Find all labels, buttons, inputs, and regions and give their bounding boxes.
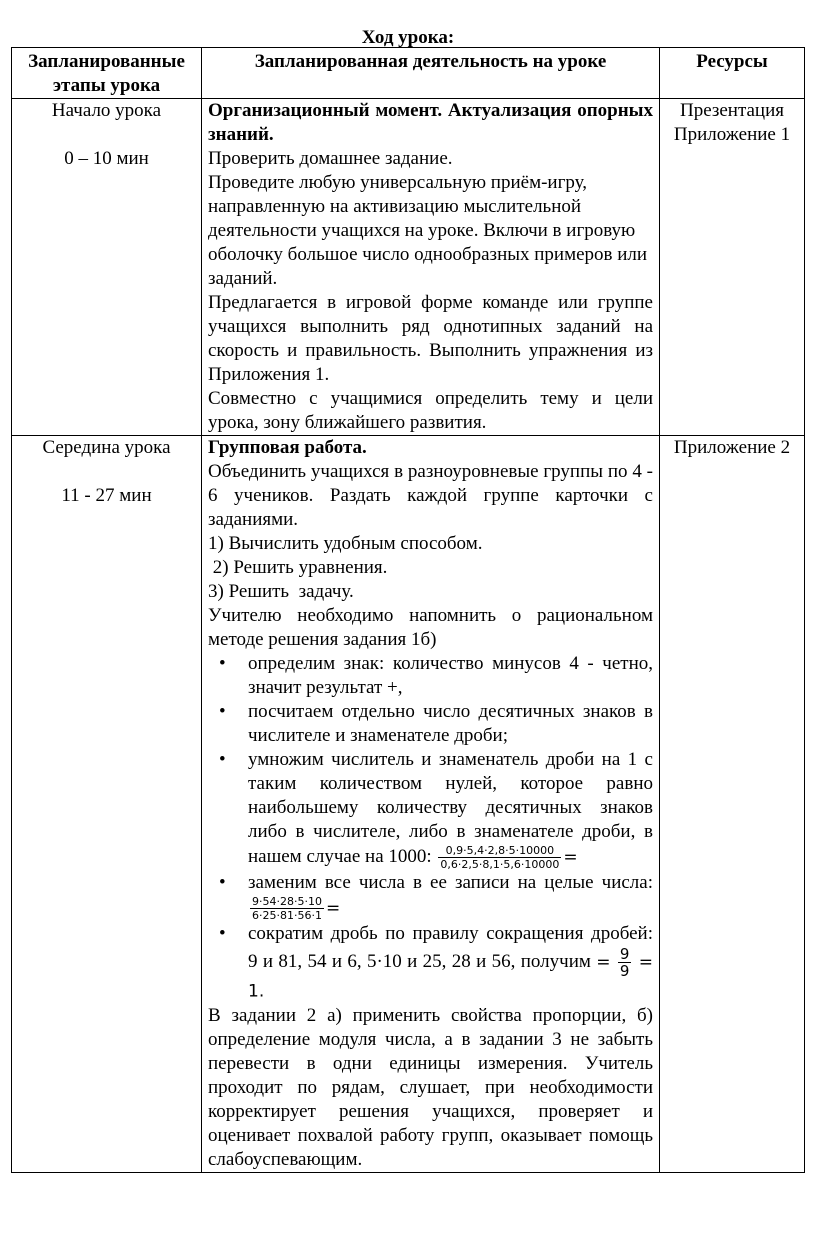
- fraction-denominator: 0,6·2,5·8,1·5,6·10000: [440, 858, 560, 871]
- list-item: [248, 922, 653, 1004]
- activity-cell: [202, 436, 660, 1173]
- result: = 1.: [248, 952, 654, 1002]
- list-item: [248, 700, 653, 748]
- lesson-plan-table: [11, 47, 805, 1173]
- teacher-note: Учителю необходимо напомнить о рациональном методе решения задания 1б): [208, 605, 653, 650]
- fraction-numerator: 9: [619, 945, 630, 963]
- activity-outro: В задании 2 а) применить свойства пропорции, б) определение модуля числа, а в задании 3 не забыть перевести в одни единицы измерения. Учитель проходит по рядам, слушает, при необходимости корректирует решения учащихся, проверяет и оценивает похвалой работу групп, оказывает помощь слабоуспевающим.: [208, 1004, 653, 1170]
- bullet-text: определим знак: количество минусов 4 - четно, значит результат +,: [248, 653, 653, 698]
- activity-paragraph: Проверить домашнее задание.: [208, 148, 453, 169]
- activity-paragraph: Проведите любую универсальную приём-игру, направленную на активизацию мыслительной деятельности учащихся на уроке. Включи в игровую оболочку большое число однообразных примеров или заданий.: [208, 172, 648, 289]
- task-item: 2) Решить уравнения.: [208, 557, 388, 578]
- stage-time: 11 - 27 мин: [61, 485, 152, 506]
- resource-item: Презентация: [679, 100, 785, 121]
- resources-cell: [660, 99, 805, 436]
- resource-item: Приложение 1: [673, 124, 791, 145]
- activity-paragraph: Предлагается в игровой форме команде или группе учащихся выполнить ряд однотипных заданий на скорость и правильность. Выполнить упражнения из Приложения 1.: [208, 292, 653, 385]
- activity-cell: [202, 99, 660, 436]
- activity-heading: Групповая работа.: [208, 437, 367, 458]
- resource-item: Приложение 2: [673, 437, 791, 458]
- equals-sign: =: [325, 898, 341, 919]
- stage-cell: [12, 436, 202, 1173]
- resources-cell: [660, 436, 805, 1173]
- page-title: Ход урока:: [361, 27, 455, 48]
- stage-cell: [12, 99, 202, 436]
- bullet-text: умножим числитель и знаменатель дроби на 1 с таким количеством нулей, которое равно наибольшему количеству десятичных знаков либо в числителе, либо в знаменателе дроби, в нашем случае на 1000:: [248, 749, 653, 867]
- stage-time: 0 – 10 мин: [64, 148, 149, 169]
- fraction: [438, 844, 561, 871]
- list-item: [248, 748, 653, 871]
- table-row: [12, 99, 805, 436]
- table-row: [12, 436, 805, 1173]
- stage-name: Начало урока: [51, 100, 162, 121]
- task-item: 1) Вычислить удобным способом.: [208, 533, 483, 554]
- header-resources: Ресурсы: [660, 48, 805, 99]
- method-list: [208, 652, 653, 1004]
- fraction-numerator: 9·54·28·5·10: [252, 895, 322, 908]
- stage-name: Середина урока: [42, 437, 171, 458]
- fraction-denominator: 9: [619, 962, 630, 980]
- equals-sign: =: [563, 847, 578, 868]
- bullet-text: посчитаем отдельно число десятичных знаков в числителе и знаменателе дроби;: [248, 701, 653, 746]
- activity-intro: Объединить учащихся в разноуровневые группы по 4 - 6 учеников. Раздать каждой группе карточки с заданиями.: [208, 461, 653, 530]
- list-item: [248, 652, 653, 700]
- task-item: 3) Решить задачу.: [208, 581, 354, 602]
- activity-heading: Организационный момент. Актуализация опорных знаний.: [208, 100, 653, 145]
- bullet-text: сократим дробь по правилу сокращения дробей: 9 и 81, 54 и 6, 5·10 и 25, 28 и 56, получим: [248, 923, 653, 972]
- fraction-denominator: 6·25·81·56·1: [252, 909, 322, 922]
- bullet-text: заменим все числа в ее записи на целые числа:: [248, 872, 653, 893]
- header-row: [12, 48, 805, 99]
- list-item: [248, 871, 653, 922]
- fraction: [618, 946, 632, 979]
- activity-paragraph: Совместно с учащимися определить тему и цели урока, зону ближайшего развития.: [208, 388, 653, 433]
- header-stages: Запланированные этапы урока: [12, 48, 202, 99]
- fraction: [250, 895, 324, 922]
- fraction-numerator: 0,9·5,4·2,8·5·10000: [438, 844, 561, 858]
- equals-sign: =: [596, 952, 611, 973]
- header-activity: Запланированная деятельность на уроке: [202, 48, 660, 99]
